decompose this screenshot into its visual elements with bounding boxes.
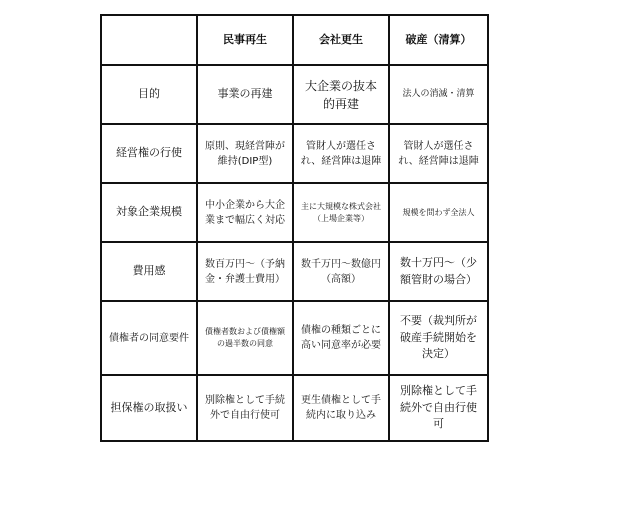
row-label-purpose: 目的 xyxy=(101,65,197,124)
table-cell: 中小企業から大企業まで幅広く対応 xyxy=(197,183,293,242)
table-cell: 債権者数および債権額の過半数の同意 xyxy=(197,301,293,375)
table-row xyxy=(101,124,488,183)
header-kaisha-kousei: 会社更生 xyxy=(293,15,389,65)
row-label-cost: 費用感 xyxy=(101,242,197,301)
header-cell-empty xyxy=(101,15,197,65)
table-cell: 事業の再建 xyxy=(197,65,293,124)
row-label-scale: 対象企業規模 xyxy=(101,183,197,242)
table-row xyxy=(101,301,488,375)
table-cell: 更生債権として手続内に取り込み xyxy=(293,375,389,441)
table-cell: 別除権として手続外で自由行使可 xyxy=(389,375,488,441)
table-cell: 法人の消滅・清算 xyxy=(389,65,488,124)
table-row xyxy=(101,183,488,242)
table-cell: 原則、現経営陣が維持(DIP型) xyxy=(197,124,293,183)
table-cell: 債権の種類ごとに高い同意率が必要 xyxy=(293,301,389,375)
table-row xyxy=(101,65,488,124)
header-minji-saisei: 民事再生 xyxy=(197,15,293,65)
table-cell: 数十万円〜（少額管財の場合） xyxy=(389,242,488,301)
row-label-management: 経営権の行使 xyxy=(101,124,197,183)
table-cell: 数百万円〜（予納金・弁護士費用） xyxy=(197,242,293,301)
table-row xyxy=(101,375,488,441)
table-cell: 別除権として手続外で自由行使可 xyxy=(197,375,293,441)
header-hasan: 破産（清算） xyxy=(389,15,488,65)
row-label-consent: 債権者の同意要件 xyxy=(101,301,197,375)
table-cell: 大企業の抜本的再建 xyxy=(293,65,389,124)
table-cell: 主に大規模な株式会社（上場企業等） xyxy=(293,183,389,242)
table-row xyxy=(101,242,488,301)
table-cell: 管財人が選任され、経営陣は退陣 xyxy=(389,124,488,183)
table-cell: 不要（裁判所が破産手続開始を決定） xyxy=(389,301,488,375)
table-cell: 数千万円〜数億円（高額） xyxy=(293,242,389,301)
table-cell: 規模を問わず全法人 xyxy=(389,183,488,242)
header-row xyxy=(101,15,488,65)
comparison-table xyxy=(100,14,489,442)
row-label-security: 担保権の取扱い xyxy=(101,375,197,441)
table-cell: 管財人が選任され、経営陣は退陣 xyxy=(293,124,389,183)
